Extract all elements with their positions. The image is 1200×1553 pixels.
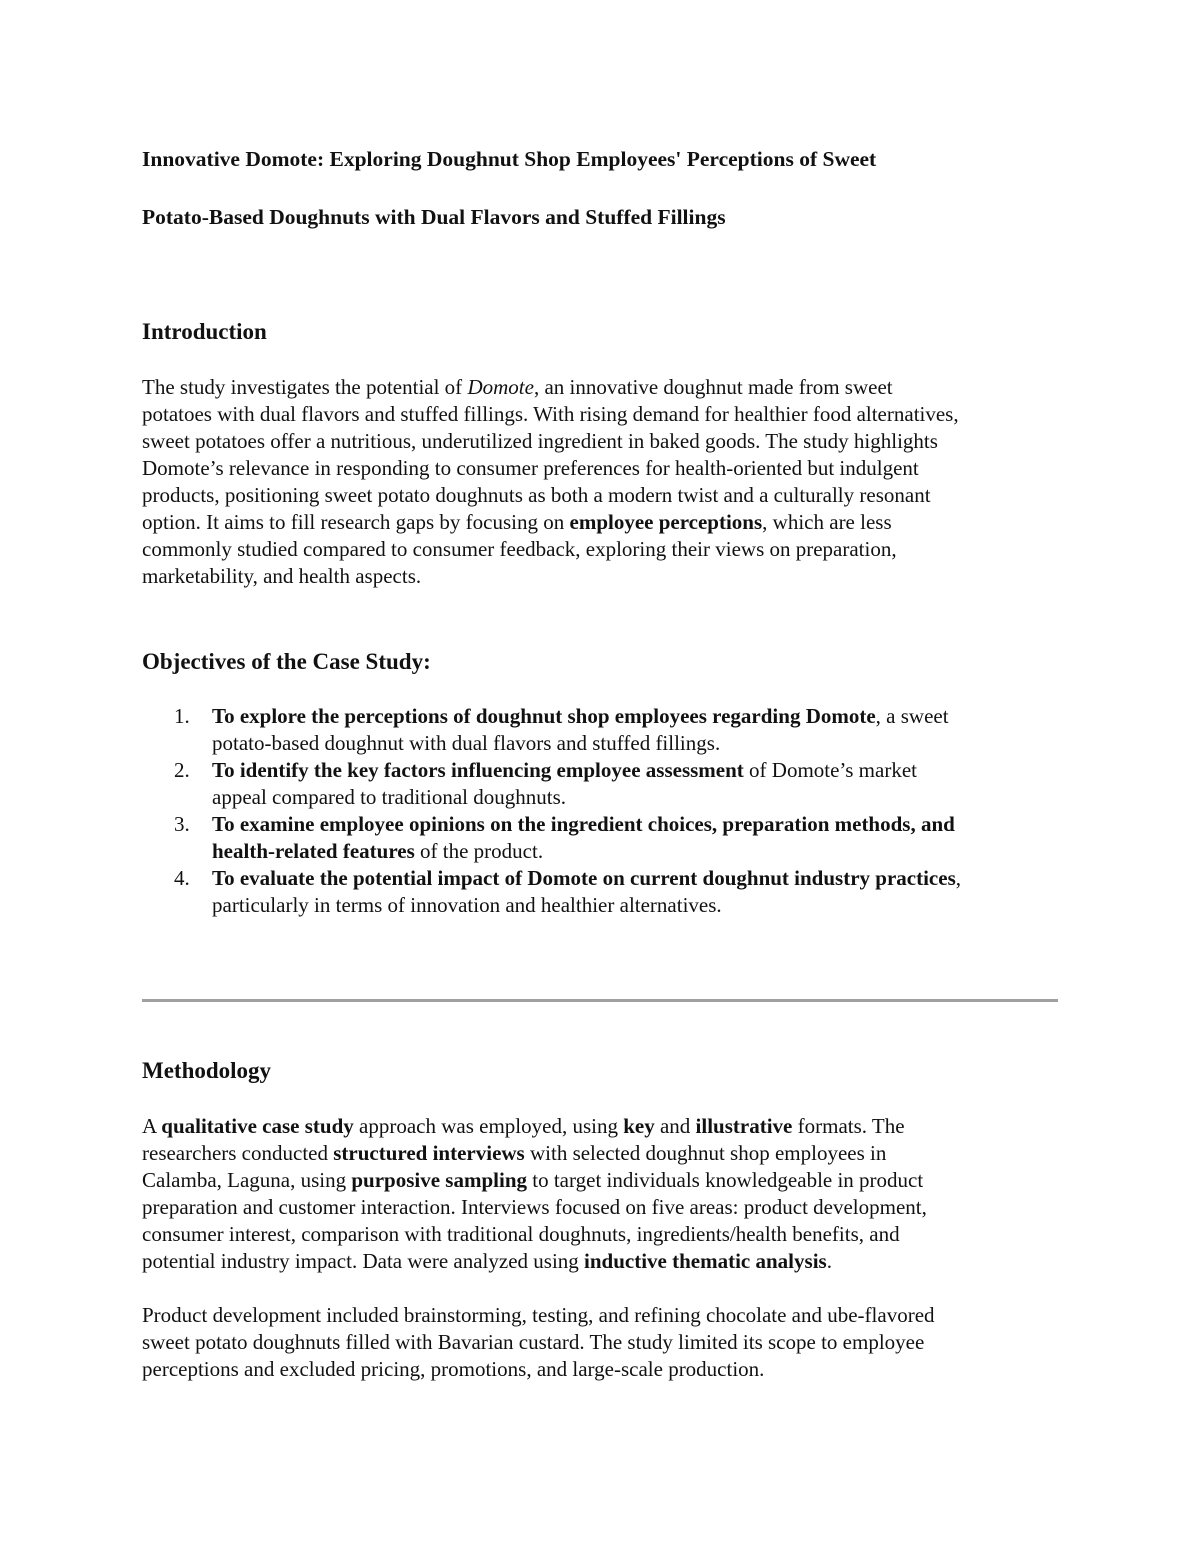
objective-item: 3. To examine employee opinions on the ingredient choices, preparation methods, and health-related features of the product. (174, 812, 955, 863)
methodology-paragraph-2 (142, 1302, 1072, 1383)
objectives-list (142, 703, 1072, 919)
intro-line: option. It aims to fill research gaps by focusing on employee perceptions, which are less (142, 510, 892, 534)
method-line: consumer interest, comparison with traditional doughnuts, ingredients/health benefits, and (142, 1222, 900, 1246)
employee-perceptions-bold: employee perceptions (569, 510, 763, 534)
objective-number: 3. (174, 812, 190, 836)
method-line: sweet potato doughnuts filled with Bavarian custard. The study limited its scope to employee (142, 1330, 925, 1354)
intro-line: The study investigates the potential of Domote, an innovative doughnut made from sweet (142, 375, 893, 399)
methodology-heading: Methodology (142, 1058, 272, 1083)
method-line: preparation and customer interaction. Interviews focused on five areas: product development, (142, 1195, 927, 1219)
objective-item: 2. To identify the key factors influencing employee assessment of Domote’s market appeal compared to traditional doughnuts. (174, 758, 917, 809)
intro-line: sweet potatoes offer a nutritious, underutilized ingredient in baked goods. The study highlights (142, 429, 938, 453)
method-line: potential industry impact. Data were analyzed using inductive thematic analysis. (142, 1249, 832, 1273)
horizontal-divider (142, 999, 1058, 1002)
objectives-heading: Objectives of the Case Study: (142, 649, 431, 674)
objective-number: 4. (174, 866, 190, 890)
objective-item: 4. To evaluate the potential impact of Domote on current doughnut industry practices, particularly in terms of innovation and healthier alternatives. (174, 866, 961, 917)
method-line: researchers conducted structured interviews with selected doughnut shop employees in (142, 1141, 887, 1165)
intro-line: Domote’s relevance in responding to consumer preferences for health-oriented but indulgent (142, 456, 919, 480)
title-line-1: Innovative Domote: Exploring Doughnut Shop Employees' Perceptions of Sweet (142, 147, 877, 171)
method-line: perceptions and excluded pricing, promotions, and large-scale production. (142, 1357, 765, 1381)
intro-line: marketability, and health aspects. (142, 564, 422, 588)
method-line: Calamba, Laguna, using purposive sampling to target individuals knowledgeable in product (142, 1168, 924, 1192)
method-line: A qualitative case study approach was employed, using key and illustrative formats. The (142, 1114, 905, 1138)
domote-italic: Domote (467, 375, 534, 399)
objective-number: 2. (174, 758, 190, 782)
methodology-paragraph-1 (142, 1113, 1072, 1275)
objective-item: 1. To explore the perceptions of doughnut shop employees regarding Domote, a sweet potato-based doughnut with dual flavors and stuffed fillings. (174, 704, 949, 755)
introduction-paragraph (142, 374, 1072, 590)
intro-line: potatoes with dual flavors and stuffed fillings. With rising demand for healthier food alternatives, (142, 402, 959, 426)
method-line: Product development included brainstorming, testing, and refining chocolate and ube-flavored (142, 1303, 935, 1327)
objective-number: 1. (174, 704, 190, 728)
document-title (142, 145, 1072, 173)
intro-line: commonly studied compared to consumer feedback, exploring their views on preparation, (142, 537, 897, 561)
intro-line: products, positioning sweet potato doughnuts as both a modern twist and a culturally resonant (142, 483, 931, 507)
introduction-heading: Introduction (142, 319, 267, 344)
title-line-2: Potato-Based Doughnuts with Dual Flavors and Stuffed Fillings (142, 205, 726, 229)
document-title-continued (142, 203, 1072, 231)
